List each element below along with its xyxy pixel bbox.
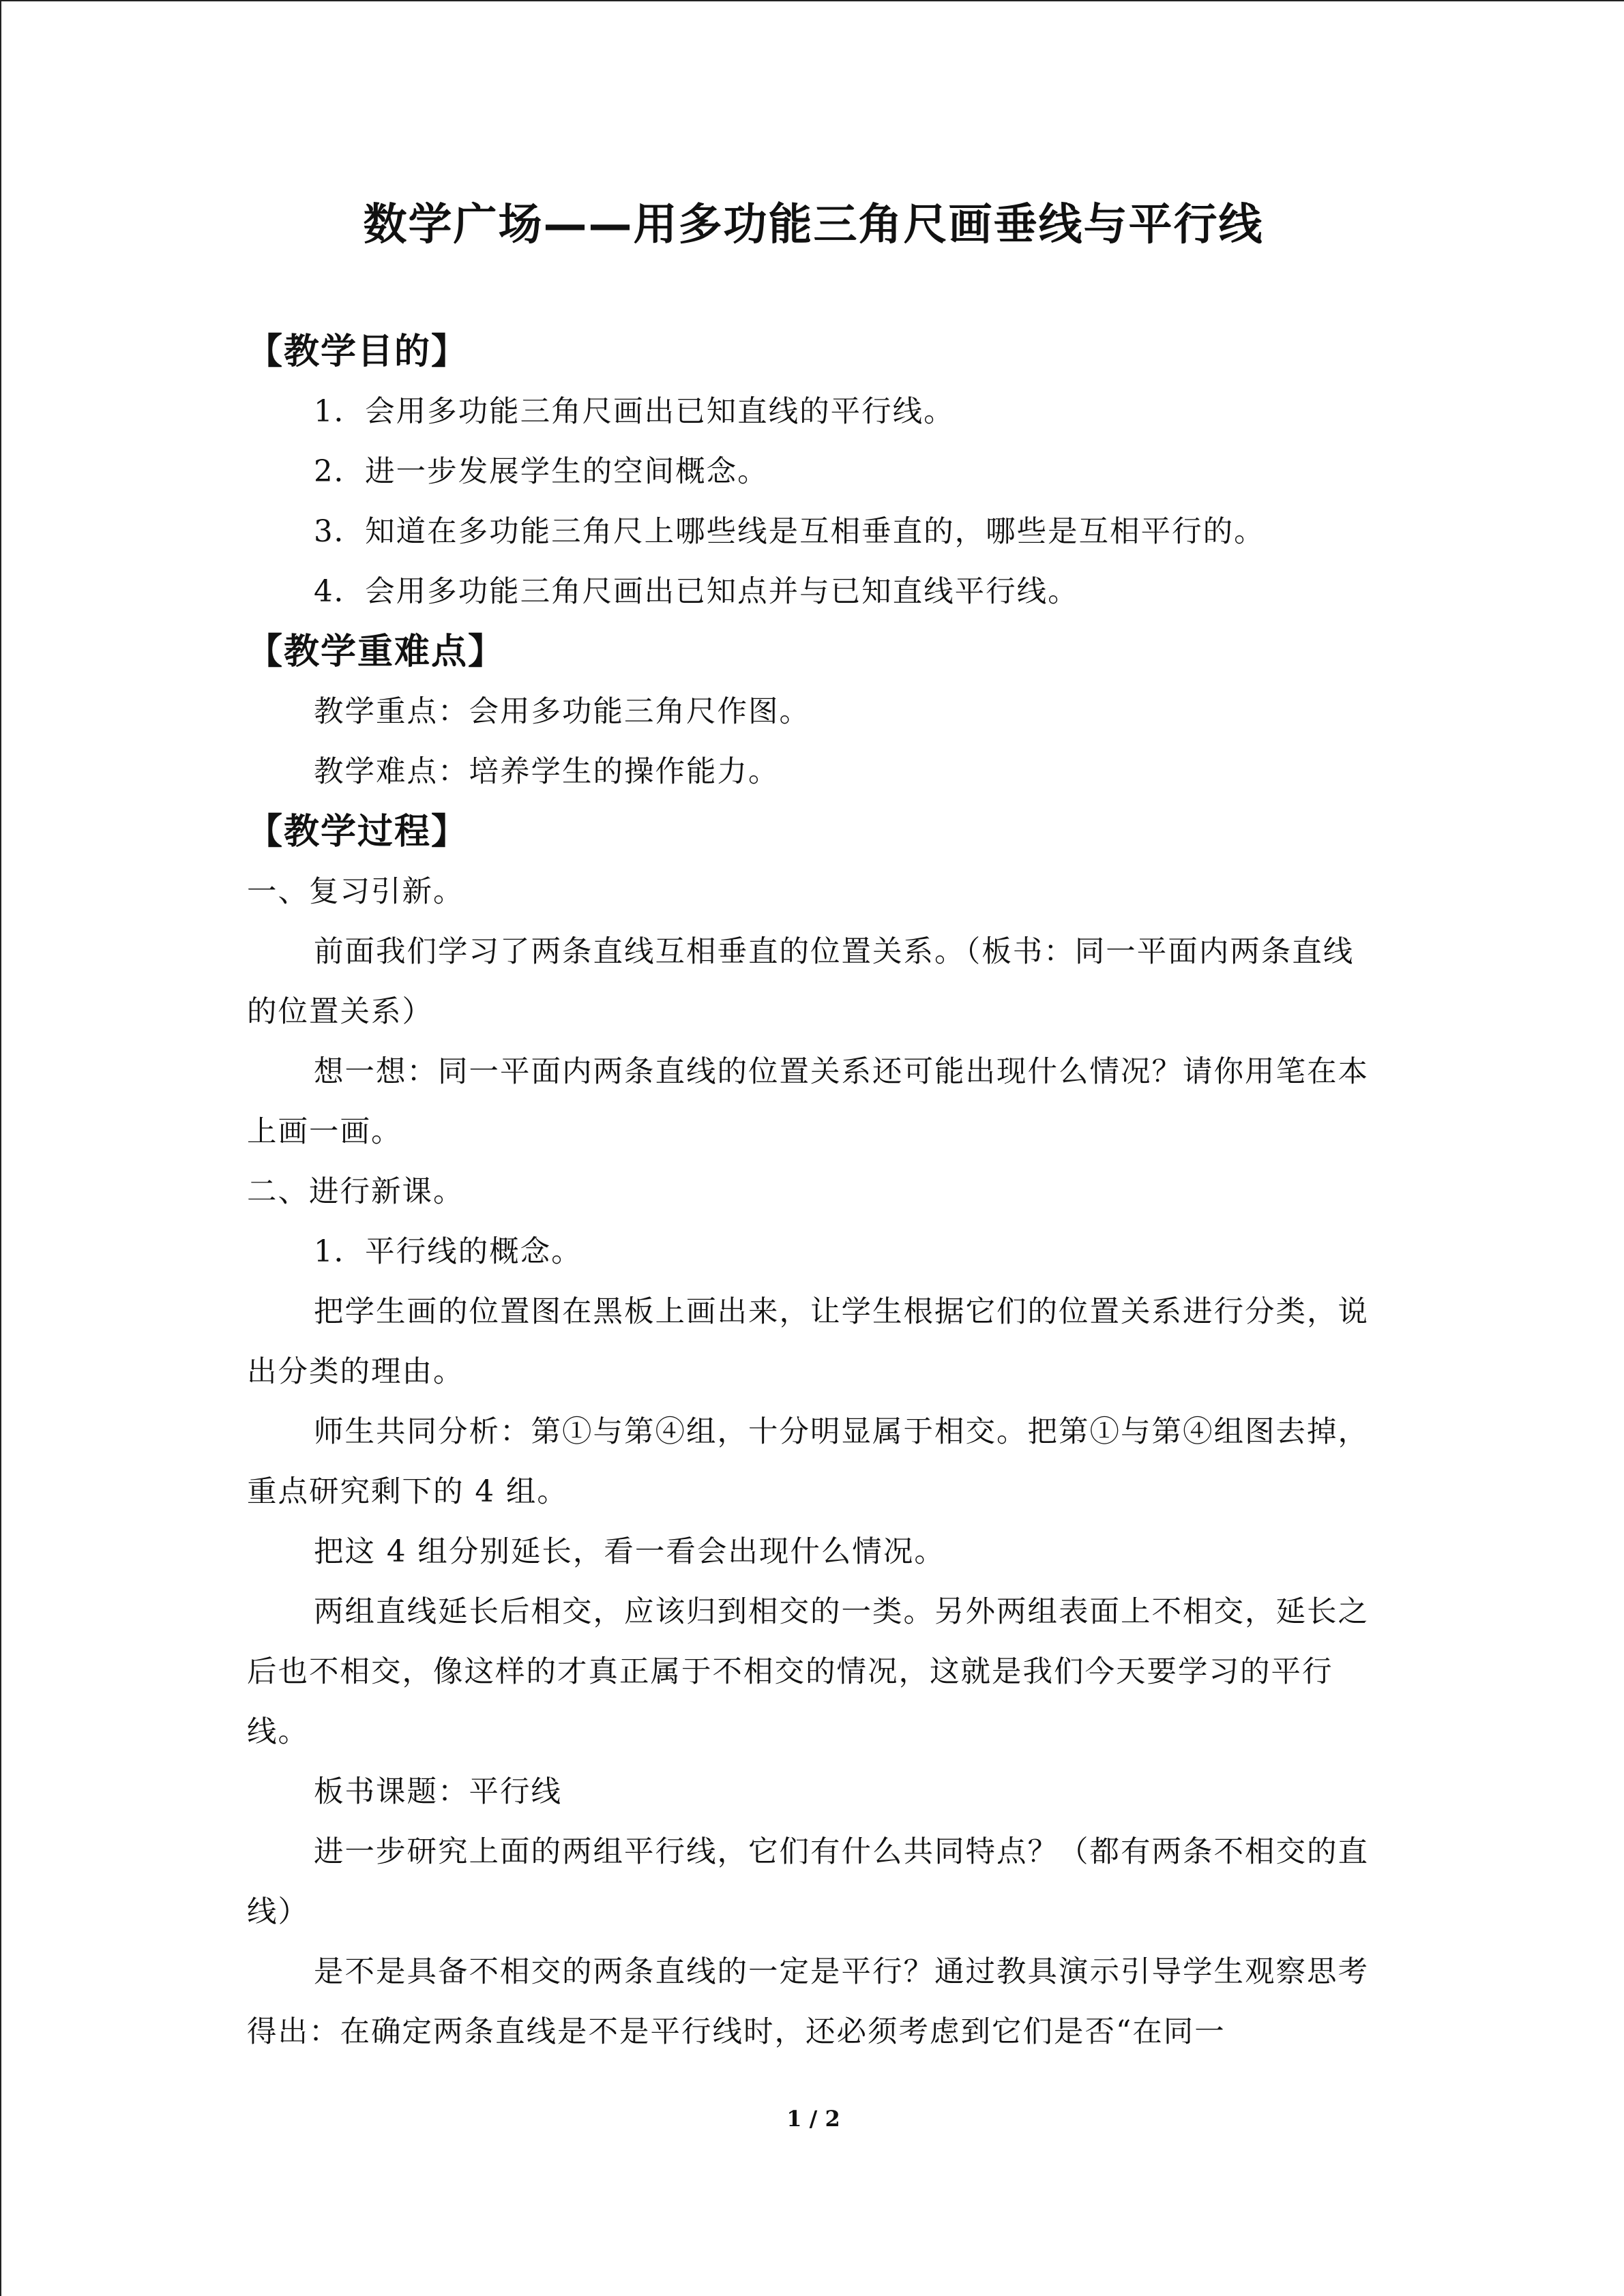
objective-item: 4．会用多功能三角尺画出已知点并与已知直线平行线。 xyxy=(314,575,1079,609)
process-paragraph: 把这 4 组分别延长，看一看会出现什么情况。 xyxy=(314,1535,945,1569)
page-title: 数学广场——用多功能三角尺画垂线与平行线 xyxy=(363,200,1264,250)
key-point-item: 教学难点：培养学生的操作能力。 xyxy=(314,755,780,789)
process-paragraph: 师生共同分析：第①与第④组，十分明显属于相交。把第①与第④组图去掉，重点研究剩下的 4 组。 xyxy=(247,1415,1369,1509)
process-paragraph: 两组直线延长后相交，应该归到相交的一类。另外两组表面上不相交，延长之后也不相交，像这样的才真正属于不相交的情况，这就是我们今天要学习的平行线。 xyxy=(247,1595,1369,1749)
objective-item: 3．知道在多功能三角尺上哪些线是互相垂直的，哪些是互相平行的。 xyxy=(314,515,1265,549)
process-subheading: 二、进行新课。 xyxy=(247,1175,464,1209)
process-paragraph: 是不是具备不相交的两条直线的一定是平行？通过教具演示引导学生观察思考得出：在确定两条直线是不是平行线时，还必须考虑到它们是否“在同一 xyxy=(247,1955,1369,2049)
objective-item: 1．会用多功能三角尺画出已知直线的平行线。 xyxy=(314,395,955,429)
document-body xyxy=(247,322,1379,2062)
objective-item: 2．进一步发展学生的空间概念。 xyxy=(314,455,769,489)
process-paragraph: 进一步研究上面的两组平行线，它们有什么共同特点？（都有两条不相交的直线） xyxy=(247,1835,1369,1929)
section-heading-process: 【教学过程】 xyxy=(247,811,469,852)
process-paragraph: 把学生画的位置图在黑板上画出来，让学生根据它们的位置关系进行分类，说出分类的理由。 xyxy=(247,1295,1369,1389)
process-paragraph: 板书课题：平行线 xyxy=(314,1775,562,1809)
process-subheading: 一、复习引新。 xyxy=(247,875,464,909)
process-paragraph: 前面我们学习了两条直线互相垂直的位置关系。（板书：同一平面内两条直线的位置关系） xyxy=(247,935,1355,1029)
key-point-item: 教学重点：会用多功能三角尺作图。 xyxy=(314,695,810,729)
page-number: 1 / 2 xyxy=(786,2106,840,2132)
process-paragraph: 想一想：同一平面内两条直线的位置关系还可能出现什么情况？请你用笔在本上画一画。 xyxy=(247,1055,1369,1149)
section-heading-key-points: 【教学重难点】 xyxy=(247,631,505,672)
section-heading-objectives: 【教学目的】 xyxy=(247,331,469,372)
process-paragraph: 1．平行线的概念。 xyxy=(314,1235,582,1269)
